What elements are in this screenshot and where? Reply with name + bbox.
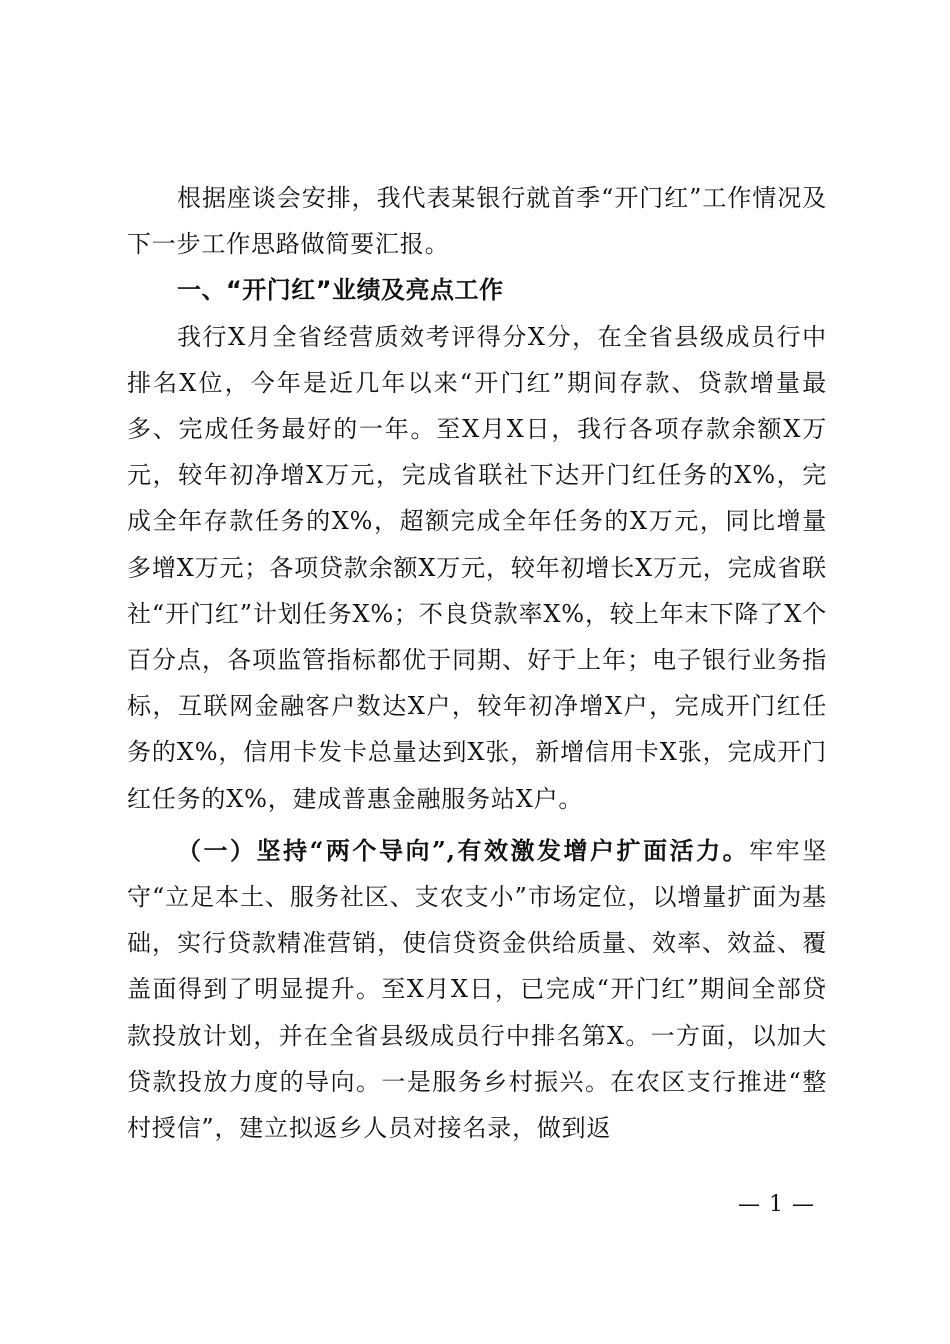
section-heading: 一、“开门红”业绩及亮点工作 bbox=[177, 276, 504, 305]
intro-paragraph: 根据座谈会安排，我代表某银行就首季“开门红”工作情况及下一步工作思路做简要汇报。 bbox=[127, 184, 827, 259]
document-body bbox=[127, 175, 827, 1151]
subsection-body: 牢牢坚守“立足本土、服务社区、支农支小”市场定位，以增量扩面为基础，实行贷款精准营销，使信贷资金供给质量、效率、效益、覆盖面得到了明显提升。至X月X日，已完成“开门红”期间全部贷款投放计划，并在全省县级成员行中排名第X。一方面，以加大贷款投放力度的导向。一是服务乡村振兴。在农区支行推进“整村授信”，建立拟返乡人员对接名录，做到返 bbox=[127, 836, 827, 1143]
page-number: — 1 — bbox=[738, 1192, 815, 1217]
subsection-paragraph bbox=[127, 828, 827, 1151]
performance-paragraph: 我行X月全省经营质效考评得分X分，在全省县级成员行中排名X位，今年是近几年以来“开门红”期间存款、贷款增量最多、完成任务最好的一年。至X月X日，我行各项存款余额X万元，较年初净增X万元，完成省联社下达开门红任务的X%，完成全年存款任务的X%，超额完成全年任务的X万元，同比增量多增X万元；各项贷款余额X万元，较年初增长X万元，完成省联社“开门红”计划任务X%；不良贷款率X%，较上年末下降了X个百分点，各项监管指标都优于同期、好于上年；电子银行业务指标，互联网金融客户数达X户，较年初净增X户，完成开门红任务的X%，信用卡发卡总量达到X张，新增信用卡X张，完成开门红任务的X%，建成普惠金融服务站X户。 bbox=[127, 322, 827, 813]
subsection-lead: （一）坚持“两个导向”,有效激发增户扩面活力。 bbox=[177, 835, 750, 865]
